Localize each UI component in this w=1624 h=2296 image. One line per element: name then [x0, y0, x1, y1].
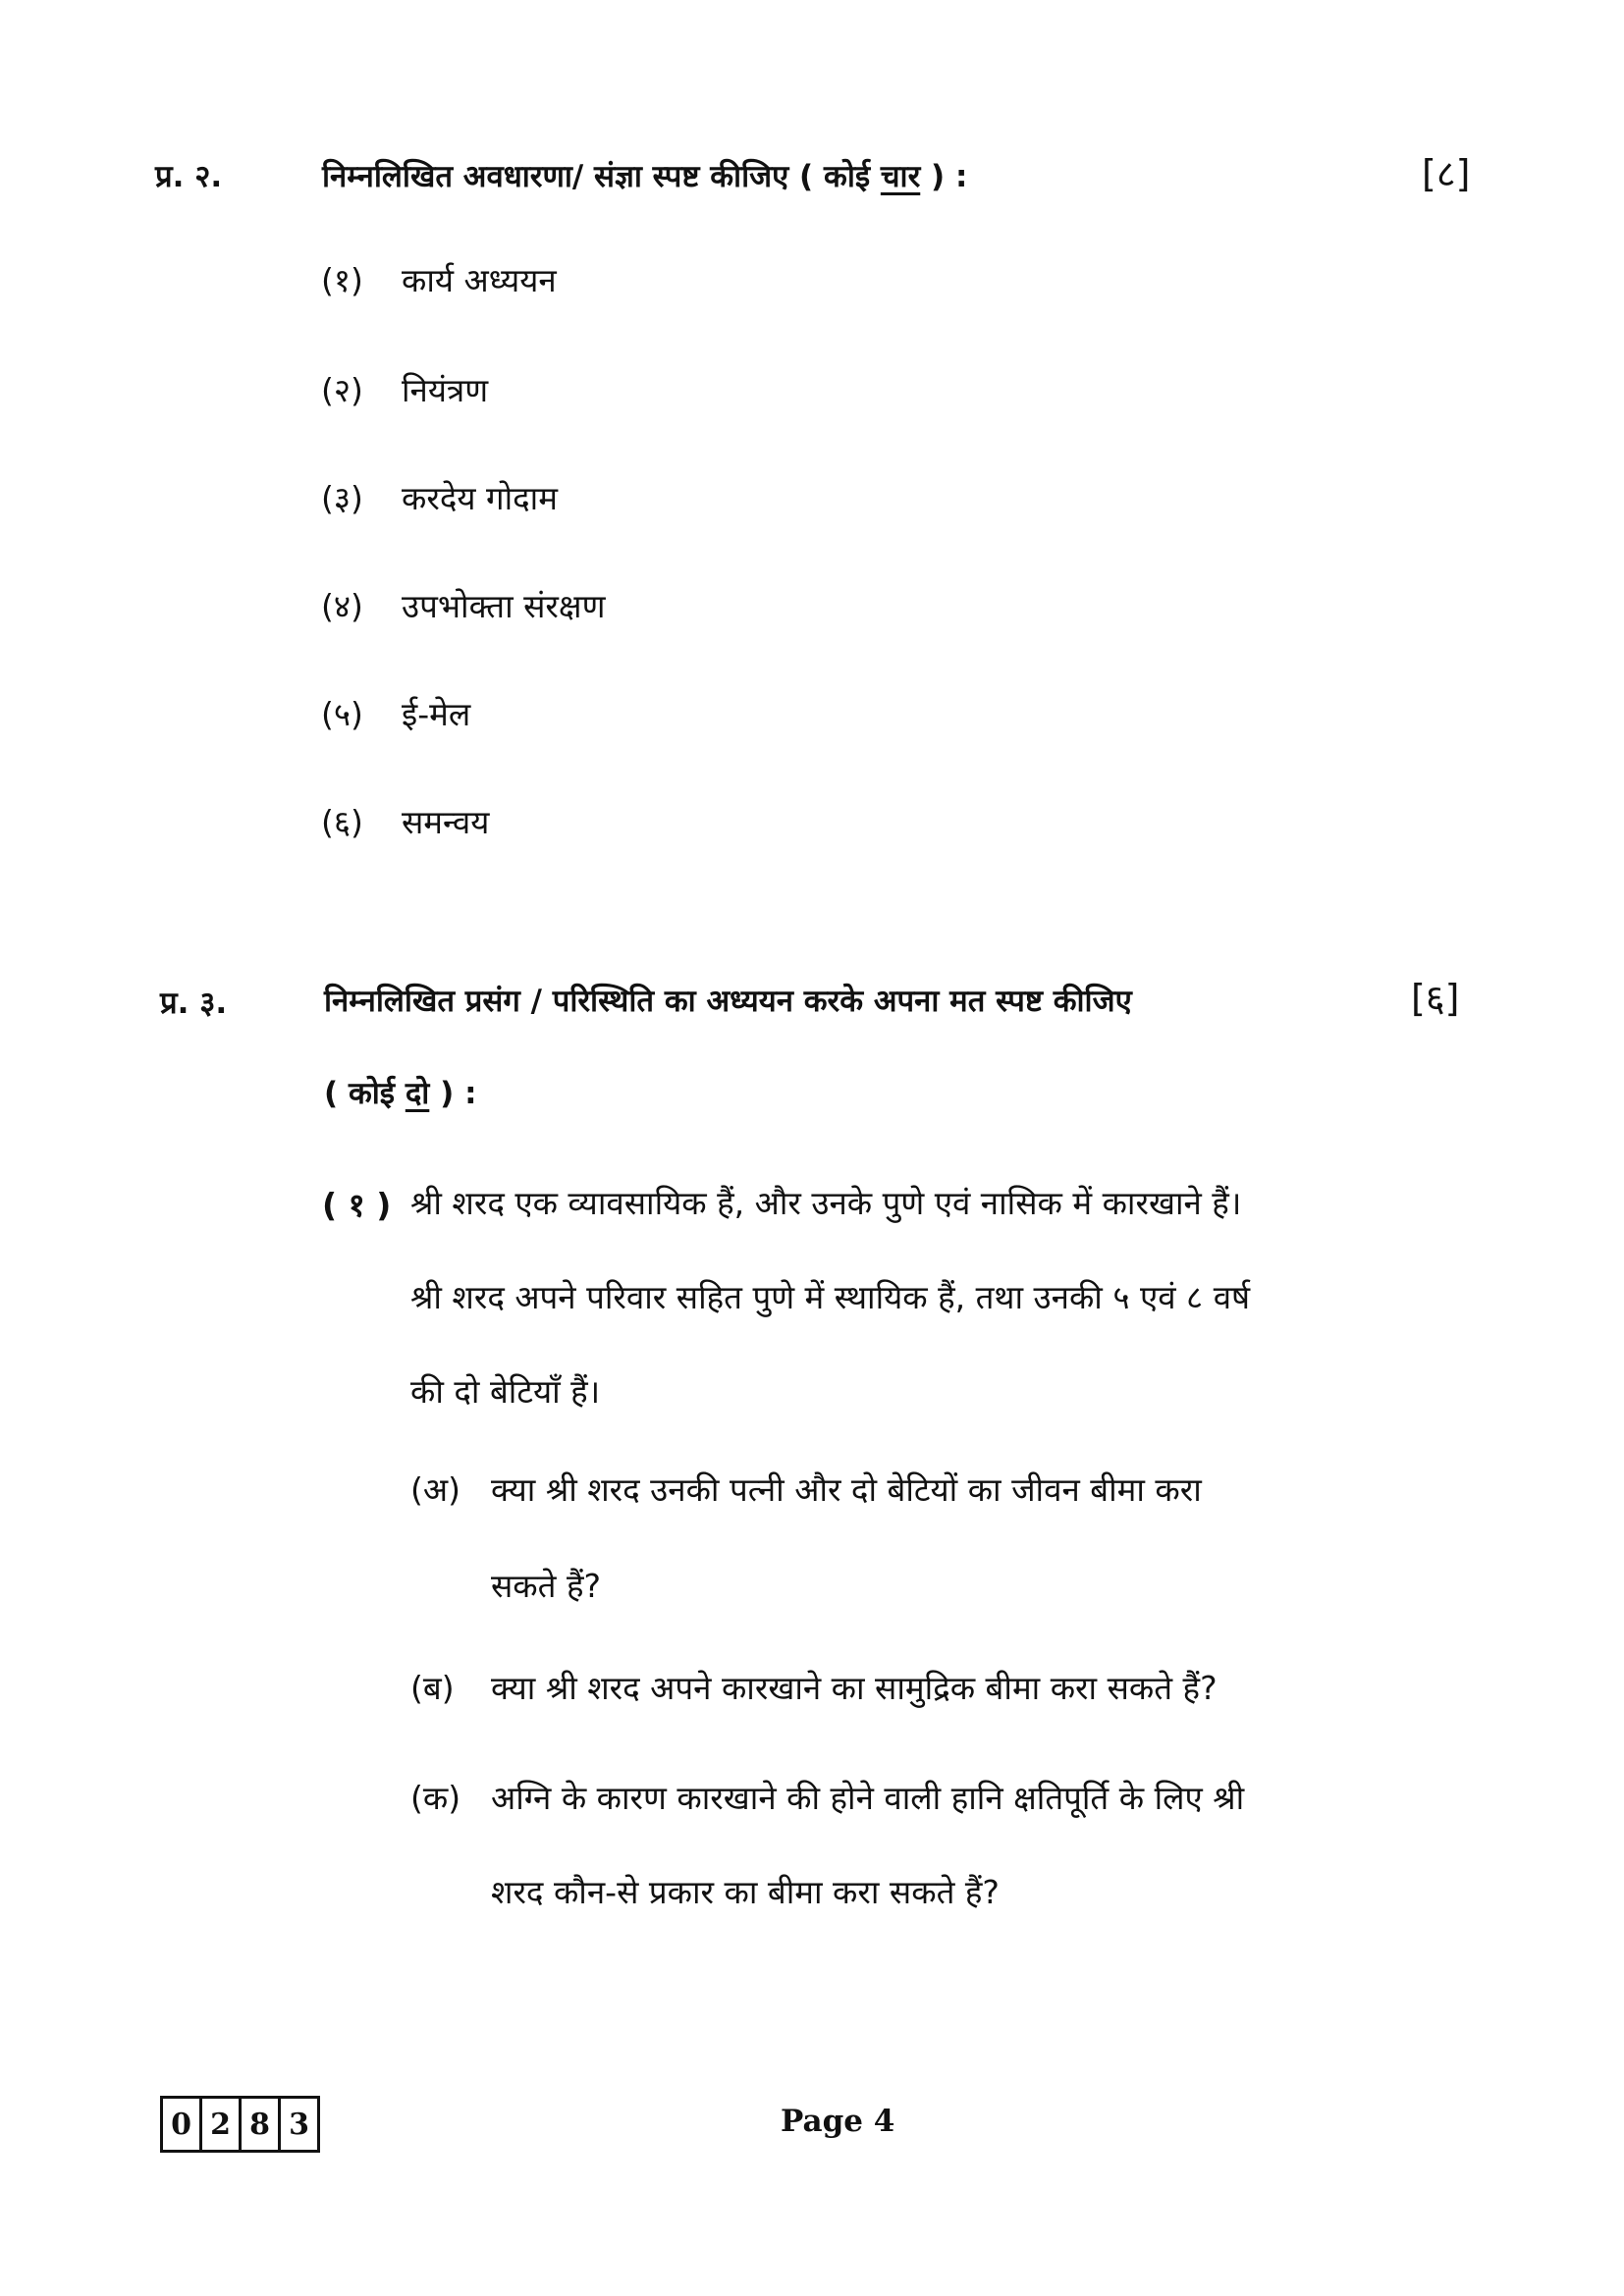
q2-item-text: करदेय गोदाम	[402, 479, 558, 517]
q2-item-number: (४)	[321, 587, 363, 625]
q2-heading-underlined: चार	[880, 159, 921, 194]
q2-heading-text-a: निम्नलिखित अवधारणा/ संज्ञा स्पष्ट कीजिए ( कोई	[322, 159, 881, 194]
sub-question-number: (अ)	[410, 1470, 460, 1509]
q3-heading-line2-b: ) :	[429, 1076, 477, 1111]
q2-item-text: समन्वय	[402, 803, 490, 841]
case-text-line: श्री शरद अपने परिवार सहित पुणे में स्थायिक हैं, तथा उनकी ५ एवं ८ वर्ष	[410, 1278, 1251, 1316]
sub-question-line: क्या श्री शरद अपने कारखाने का सामुद्रिक बीमा करा सकते हैं?	[491, 1669, 1218, 1707]
q2-item	[321, 799, 489, 843]
q2-item-text: कार्य अध्ययन	[402, 261, 557, 299]
q3-heading-underlined: दो	[405, 1076, 430, 1111]
q2-heading	[322, 155, 967, 196]
q3-heading-line2	[324, 1072, 476, 1113]
q2-item-number: (६)	[321, 803, 363, 841]
q2-item-text: ई-मेल	[402, 695, 471, 733]
paper-code-digit: 0	[163, 2099, 202, 2150]
q2-item-number: (५)	[321, 695, 363, 733]
q2-item	[321, 367, 488, 411]
q3-heading-line1: निम्नलिखित प्रसंग / परिस्थिति का अध्ययन करके अपना मत स्पष्ट कीजिए	[324, 984, 1132, 1019]
page-number: Page 4	[781, 2104, 895, 2139]
paper-code-box	[160, 2096, 320, 2153]
case-number: ( १ )	[322, 1186, 392, 1224]
q2-item-number: (१)	[321, 261, 363, 299]
q2-marks: [८]	[1422, 152, 1471, 195]
sub-question-number: (ब)	[410, 1669, 455, 1707]
q2-item-text: नियंत्रण	[402, 371, 489, 409]
paper-code-digit: 8	[242, 2099, 281, 2150]
sub-question-line: सकते हैं?	[491, 1567, 601, 1605]
q2-item-number: (३)	[321, 479, 363, 517]
q2-item-text: उपभोक्ता संरक्षण	[402, 587, 606, 625]
sub-question-number: (क)	[410, 1779, 461, 1817]
q2-number: प्र. २.	[155, 159, 223, 194]
sub-question-line: शरद कौन-से प्रकार का बीमा करा सकते हैं?	[491, 1873, 1000, 1911]
sub-question-line: अग्नि के कारण कारखाने की होने वाली हानि क्षतिपूर्ति के लिए श्री	[491, 1779, 1245, 1817]
q2-item	[321, 691, 470, 735]
q3-heading-line2-a: ( कोई	[324, 1076, 406, 1111]
q2-item	[321, 257, 557, 301]
q2-heading-text-b: ) :	[920, 159, 968, 194]
q3-marks: [६]	[1411, 977, 1460, 1020]
q2-item	[321, 583, 605, 627]
case-text-line: श्री शरद एक व्यावसायिक हैं, और उनके पुणे एवं नासिक में कारखाने हैं।	[410, 1184, 1242, 1222]
paper-code-digit: 2	[202, 2099, 242, 2150]
paper-code-digit: 3	[281, 2099, 320, 2150]
sub-question-line: क्या श्री शरद उनकी पत्नी और दो बेटियों का जीवन बीमा करा	[491, 1470, 1202, 1509]
case-text-line: की दो बेटियाँ हैं।	[410, 1372, 601, 1411]
q3-number: प्र. ३.	[160, 986, 228, 1021]
q2-item-number: (२)	[321, 371, 363, 409]
q2-item	[321, 475, 558, 519]
